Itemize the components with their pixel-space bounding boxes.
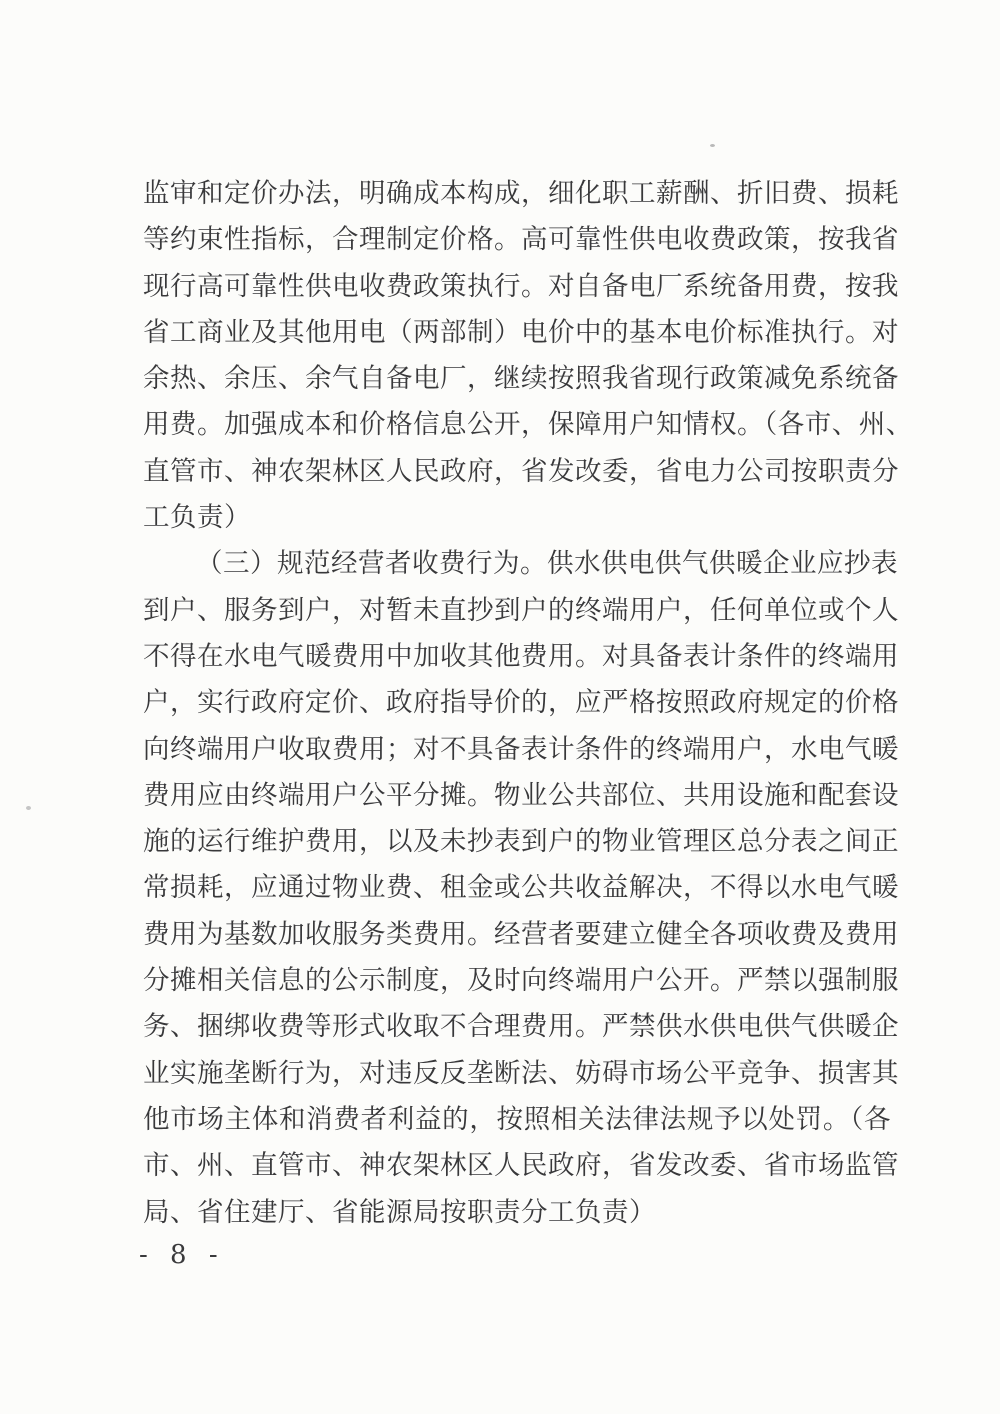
text-line: 常损耗，应通过物业费、租金或公共收益解决，不得以水电气暖: [143, 872, 899, 904]
text-line: 业实施垄断行为，对违反反垄断法、妨碍市场公平竞争、损害其: [143, 1057, 899, 1089]
text-line: 省工商业及其他用电（两部制）电价中的基本电价标准执行。对: [143, 316, 899, 348]
text-line: 工负责）: [143, 502, 251, 534]
text-line: 向终端用户收取费用；对不具备表计条件的终端用户，水电气暖: [143, 733, 899, 765]
text-line: 监审和定价办法，明确成本构成，细化职工薪酬、折旧费、损耗: [143, 178, 899, 209]
text-line: 费用应由终端用户公平分摊。物业公共部位、共用设施和配套设: [143, 779, 899, 811]
scan-artifact-speck: [710, 144, 715, 147]
text-line: 不得在水电气暖费用中加收其他费用。对具备表计条件的终端用: [143, 640, 899, 672]
text-line-section-heading: （三）规范经营者收费行为。供水供电供气供暖企业应抄表: [196, 548, 898, 580]
text-line: 施的运行维护费用，以及未抄表到户的物业管理区总分表之间正: [143, 826, 899, 858]
paragraph-section-three: [143, 541, 899, 1235]
scan-artifact-speck: [26, 806, 31, 810]
text-line: 到户、服务到户，对暂未直抄到户的终端用户，任何单位或个人: [143, 594, 899, 626]
text-line: 他市场主体和消费者利益的，按照相关法律法规予以处罚。（各: [143, 1103, 891, 1135]
text-line: 用费。加强成本和价格信息公开，保障用户知情权。（各市、州、: [143, 409, 913, 441]
page-number: - 8 -: [139, 1240, 225, 1270]
text-line: 分摊相关信息的公示制度，及时向终端用户公开。严禁以强制服: [143, 965, 899, 997]
paragraph-continuation: [143, 171, 913, 541]
text-line: 余热、余压、余气自备电厂，继续按照我省现行政策减免系统备: [143, 363, 899, 395]
text-line: 务、捆绑收费等形式收取不合理费用。严禁供水供电供气供暖企: [143, 1011, 899, 1043]
document-body-text: [143, 171, 913, 1236]
text-line: 户，实行政府定价、政府指导价的，应严格按照政府规定的价格: [143, 687, 899, 719]
text-line: 直管市、神农架林区人民政府，省发改委，省电力公司按职责分: [143, 455, 899, 487]
text-line: 局、省住建厅、省能源局按职责分工负责）: [143, 1196, 656, 1228]
text-line: 费用为基数加收服务类费用。经营者要建立健全各项收费及费用: [143, 918, 899, 950]
text-line: 市、州、直管市、神农架林区人民政府，省发改委、省市场监管: [143, 1150, 899, 1182]
text-line: 现行高可靠性供电收费政策执行。对自备电厂系统备用费，按我: [143, 270, 899, 302]
text-line: 等约束性指标，合理制定价格。高可靠性供电收费政策，按我省: [143, 224, 899, 256]
